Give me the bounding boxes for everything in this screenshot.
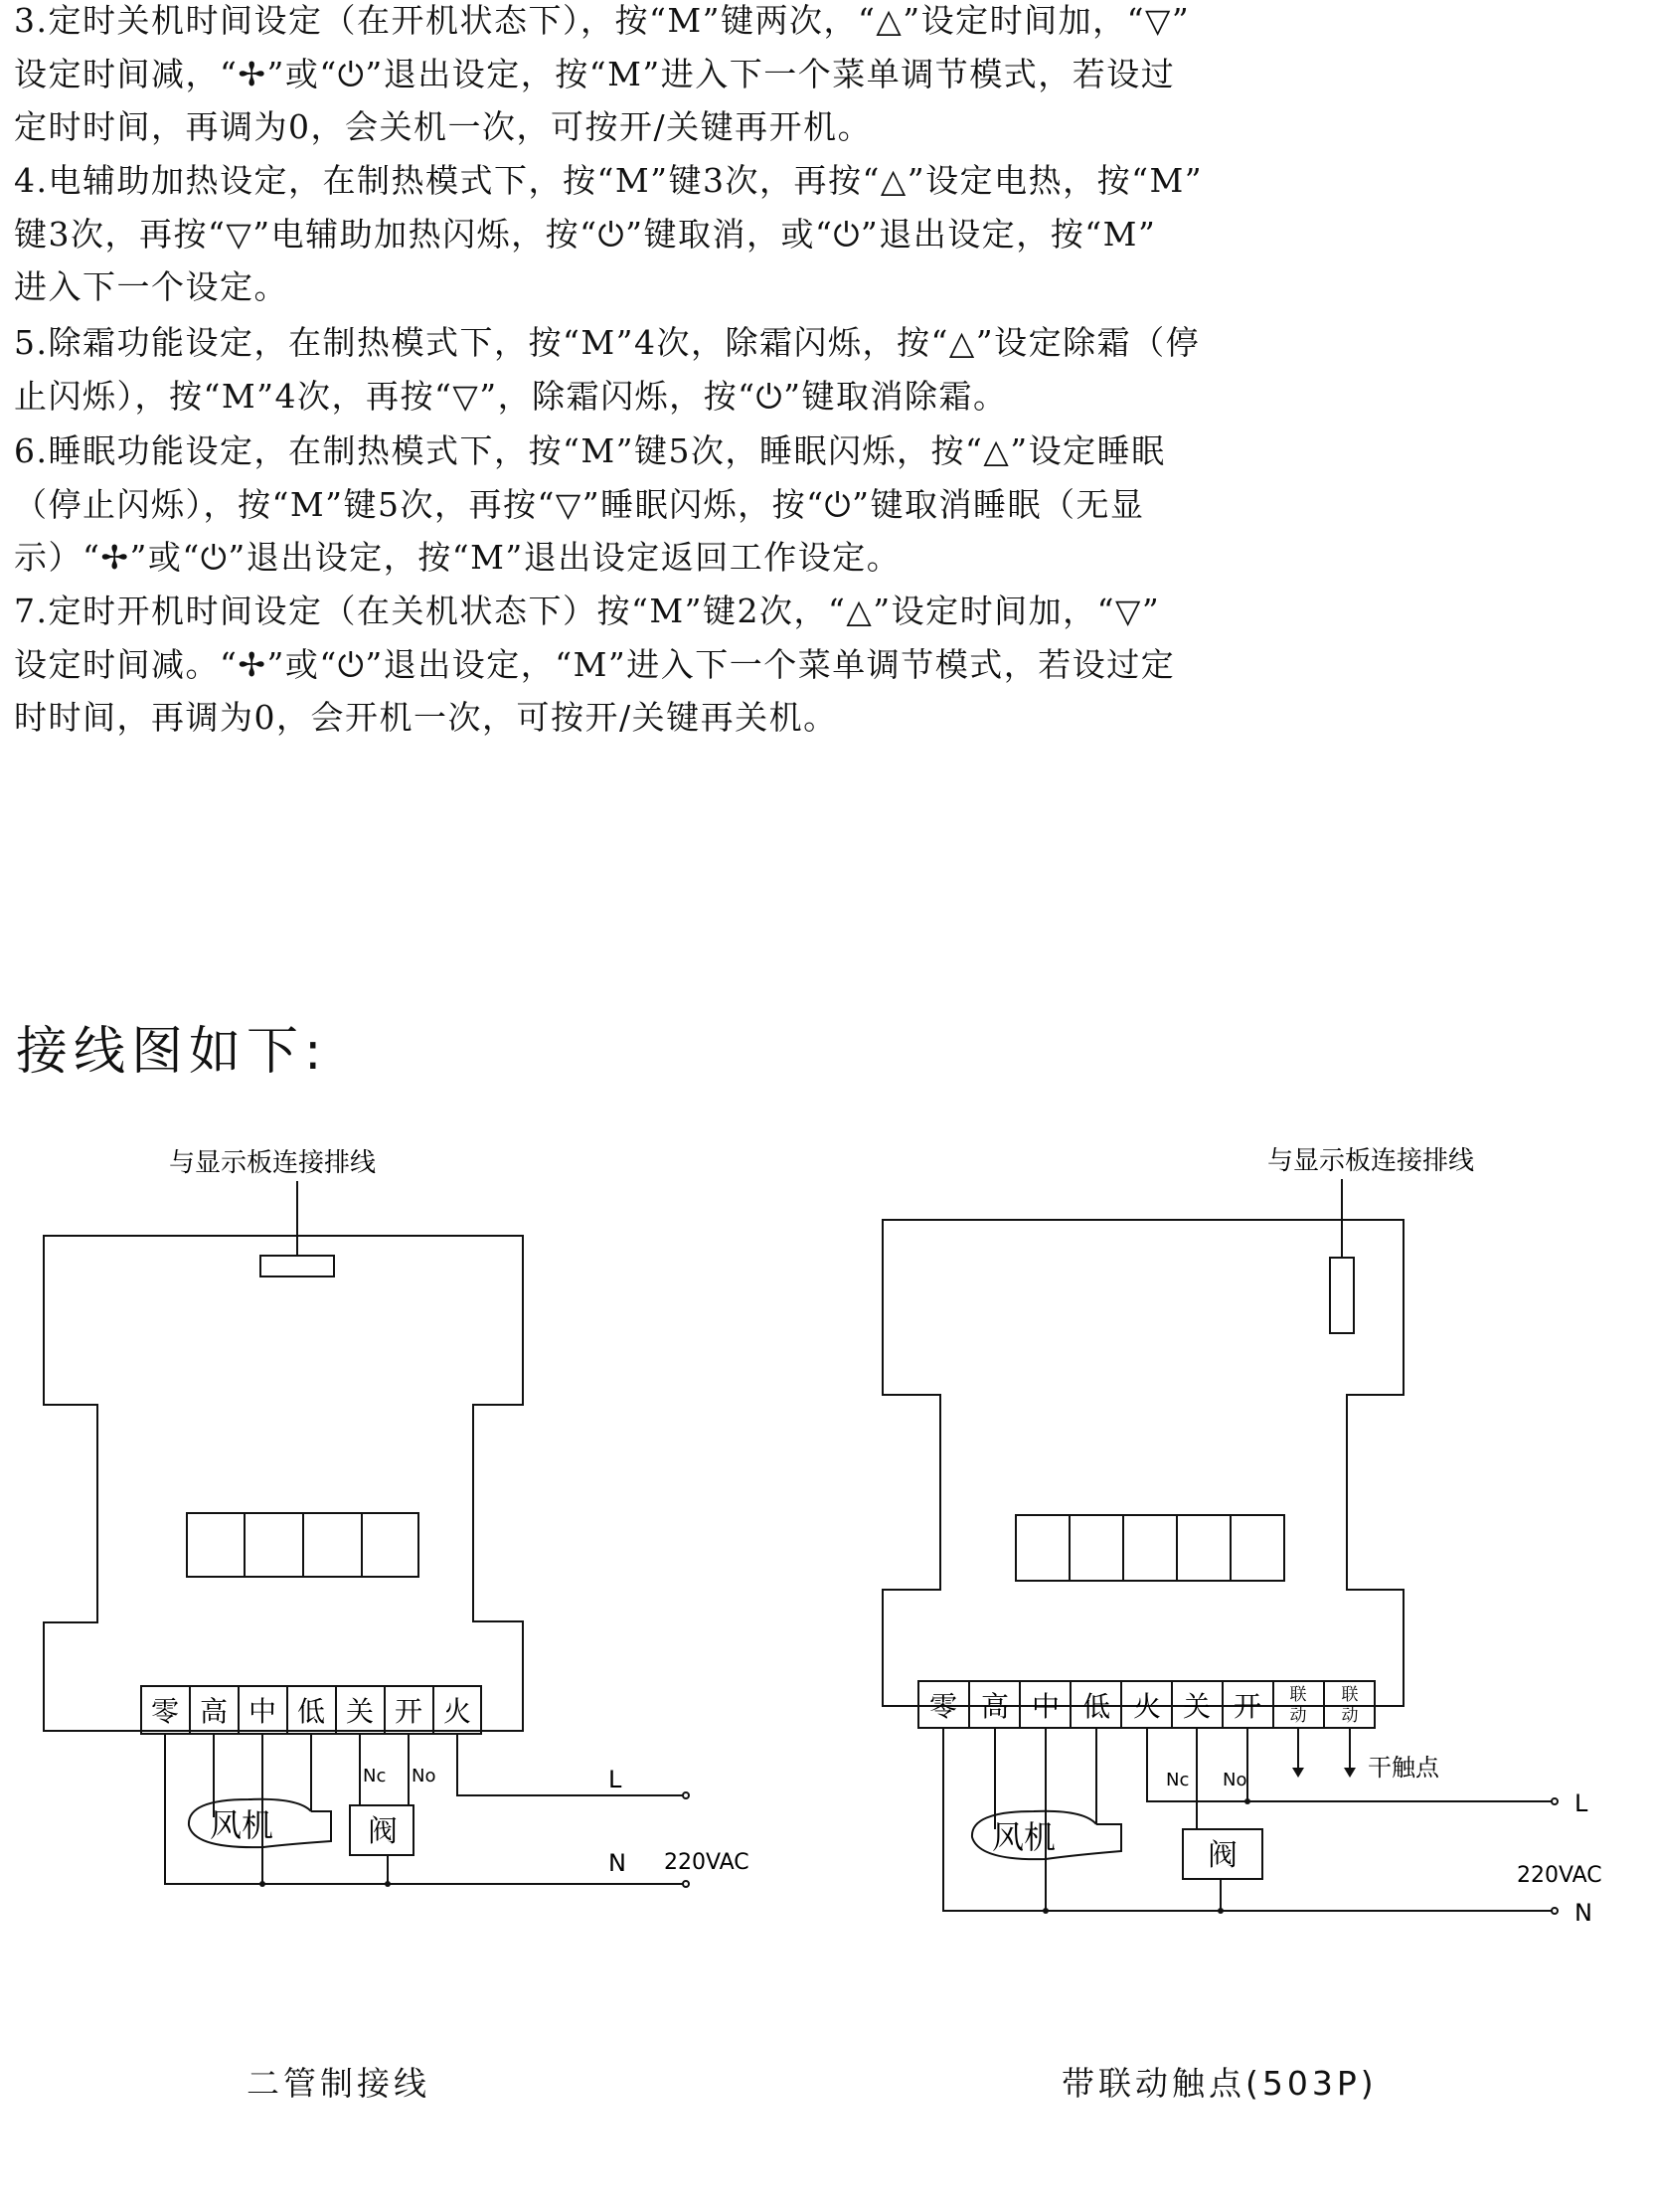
text-line: （停止闪烁），按“M”键5次，再按“▽”睡眠闪烁，按“⏻”键取消睡眠（无显 [14,484,1145,524]
text-line: 设定时间减，“✢”或“⏻”退出设定，按“M”进入下一个菜单调节模式，若设过 [14,54,1176,93]
left-voltage-label: 220VAC [664,1850,749,1875]
terminal-label-mid: 中 [1031,1690,1061,1723]
link-terminal-1-top: 联 [1289,1685,1307,1705]
wiring-heading: 接线图如下: [16,1022,328,1082]
terminal-label-on: 开 [1233,1690,1262,1723]
terminal-label-off: 关 [1182,1690,1212,1723]
right-l-label: L [1574,1789,1588,1817]
junction-dot [1043,1908,1049,1914]
text-line: 示）“✢”或“⏻”退出设定，按“M”退出设定返回工作设定。 [14,538,902,577]
terminal-label-mid: 中 [248,1695,277,1728]
link-terminal-2-bottom: 动 [1341,1706,1359,1726]
right-connector-label: 与显示板连接排线 [1267,1146,1475,1176]
link-terminal-2-top: 联 [1341,1685,1359,1705]
text-line: 5.除霜功能设定，在制热模式下，按“M”4次，除霜闪烁，按“△”设定除霜（停 [14,323,1201,362]
left-diagram-caption: 二管制接线 [247,2064,430,2103]
text-line: 进入下一个设定。 [14,267,288,306]
junction-dot [259,1881,265,1887]
left-l-terminal [683,1792,689,1798]
terminal-label-on: 开 [394,1695,423,1728]
right-n-terminal [1552,1908,1558,1914]
link-terminal-1-bottom: 动 [1289,1706,1307,1726]
text-line: 7.定时开机时间设定（在关机状态下）按“M”键2次，“△”设定时间加，“▽” [14,592,1161,630]
junction-dot [1218,1908,1224,1914]
terminal-label-live: 火 [1132,1690,1162,1723]
right-nc-label: Nc [1166,1770,1190,1790]
text-line: 止闪烁），按“M”4次，再按“▽”，除霜闪烁，按“⏻”键取消除霜。 [14,376,1008,416]
terminal-label-live: 火 [442,1695,472,1728]
left-nc-label: Nc [363,1766,387,1787]
terminal-label-high: 高 [980,1690,1010,1723]
text-line: 设定时间减。“✢”或“⏻”退出设定，“M”进入下一个菜单调节模式，若设过定 [14,644,1176,684]
text-line: 定时时间，再调为0，会关机一次，可按开/关键再开机。 [14,107,873,146]
junction-dot [385,1881,391,1887]
terminal-label-high: 高 [199,1695,229,1728]
left-live-wire [457,1734,684,1795]
junction-dot [1244,1798,1250,1804]
left-n-label: N [608,1849,626,1877]
right-voltage-label: 220VAC [1517,1863,1602,1888]
left-valve-label: 阀 [368,1814,398,1849]
terminal-label-off: 关 [345,1695,375,1728]
right-no-label: No [1223,1770,1247,1790]
right-l-terminal [1552,1798,1558,1804]
dry-contact-arrow [1344,1768,1356,1778]
left-board-outline [44,1236,523,1731]
left-n-terminal [683,1881,689,1887]
left-no-label: No [412,1766,436,1787]
text-line: 时时间，再调为0，会开机一次，可按开/关键再关机。 [14,698,838,737]
text-line: 键3次，再按“▽”电辅助加热闪烁，按“⏻”键取消，或“⏻”退出设定，按“M” [14,214,1157,254]
left-connector-label: 与显示板连接排线 [169,1148,377,1178]
right-valve-label: 阀 [1208,1838,1238,1873]
terminal-label-zero: 零 [928,1690,958,1723]
right-connector [1330,1258,1354,1333]
terminal-label-low: 低 [1081,1690,1111,1723]
terminal-label-low: 低 [296,1695,326,1728]
terminal-label-zero: 零 [150,1695,180,1728]
dry-contact-label: 干触点 [1368,1754,1439,1782]
text-line: 3.定时关机时间设定（在开机状态下），按“M”键两次，“△”设定时间加，“▽” [14,1,1191,40]
dry-contact-arrow [1292,1768,1304,1778]
right-n-label: N [1574,1899,1592,1927]
left-fan-label: 风机 [210,1806,274,1844]
right-fan-label: 风机 [992,1818,1057,1856]
right-diagram-caption: 带联动触点(503P) [1062,2064,1378,2103]
left-l-label: L [608,1766,622,1793]
text-line: 4.电辅助加热设定，在制热模式下，按“M”键3次，再按“△”设定电热，按“M” [14,161,1204,200]
left-connector [260,1256,334,1276]
text-line: 6.睡眠功能设定，在制热模式下，按“M”键5次，睡眠闪烁，按“△”设定睡眠 [14,431,1166,470]
right-board-outline [883,1220,1404,1706]
right-relay-block [1016,1515,1284,1581]
